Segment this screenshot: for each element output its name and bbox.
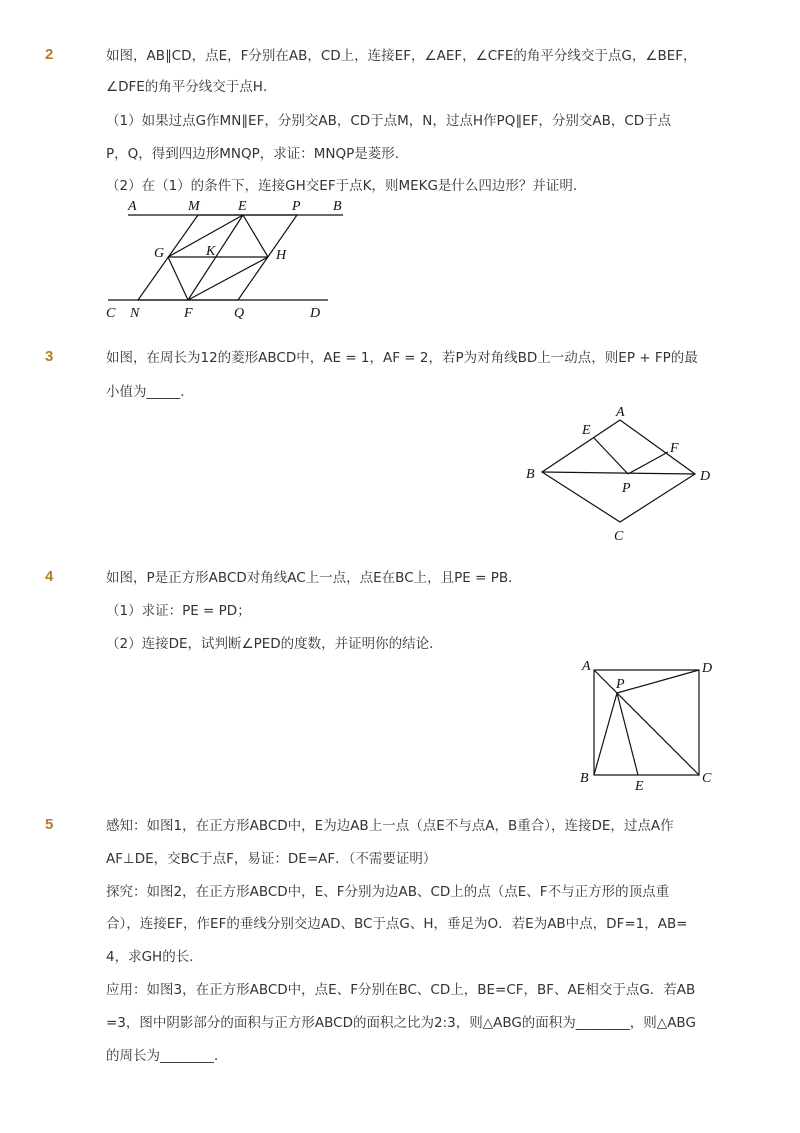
- figure-label: B: [580, 771, 589, 786]
- figure-label: D: [310, 306, 321, 321]
- question-text-line: 应用：如图3，在正方形ABCD中，点E、F分别在BC、CD上，BE=CF，BF、AE相交于点G．若AB: [106, 982, 696, 998]
- question-text-line: 如图，AB∥CD，点E，F分别在AB，CD上，连接EF，∠AEF，∠CFE的角平分线交于点G，∠BEF，: [106, 48, 697, 64]
- figure-q2-parallel-lines: [100, 195, 350, 325]
- question-text-line: （2）在（1）的条件下，连接GH交EF于点K，则MEKG是什么四边形？并证明．: [106, 178, 587, 194]
- figure-label: C: [702, 771, 712, 786]
- question-text-line: 小值为_____．: [106, 384, 194, 400]
- question-text-line: （2）连接DE，试判断∠PED的度数，并证明你的结论．: [106, 636, 443, 652]
- figure-label: C: [106, 306, 116, 321]
- question-number: 3: [45, 348, 54, 365]
- question-text-line: 感知：如图1，在正方形ABCD中，E为边AB上一点（点E不与点A，B重合），连接DE，过点A作: [106, 818, 674, 834]
- figure-q4-square: [572, 656, 722, 796]
- figure-label: D: [700, 469, 711, 484]
- figure-label: A: [582, 659, 591, 674]
- question-text-line: 4，求GH的长．: [106, 949, 203, 965]
- figure-label: K: [206, 244, 216, 259]
- question-text-line: ∠DFE的角平分线交于点H．: [106, 79, 277, 95]
- figure-label: B: [333, 199, 342, 214]
- question-text-line: =3，图中阴影部分的面积与正方形ABCD的面积之比为2:3，则△ABG的面积为________，则△ABG: [106, 1015, 696, 1031]
- figure-label: P: [616, 677, 625, 692]
- question-number: 2: [45, 46, 54, 63]
- figure-label: P: [622, 481, 631, 496]
- figure-label: E: [635, 779, 644, 794]
- figure-q3-rhombus: [520, 400, 720, 545]
- question-number: 5: [45, 816, 54, 833]
- question-text-line: 探究：如图2，在正方形ABCD中，E、F分别为边AB、CD上的点（点E、F不与正方形的顶点重: [106, 884, 670, 900]
- figure-label: G: [154, 246, 165, 261]
- question-text-line: 合），连接EF，作EF的垂线分别交边AD、BC于点G、H，垂足为O．若E为AB中点，DF=1，AB=: [106, 916, 688, 932]
- figure-label: A: [616, 405, 625, 420]
- figure-label: A: [128, 199, 137, 214]
- question-number: 4: [45, 568, 54, 585]
- figure-label: M: [188, 199, 200, 214]
- figure-label: Q: [234, 306, 245, 321]
- figure-label: H: [276, 248, 287, 263]
- figure-label: D: [702, 661, 713, 676]
- figure-label: E: [582, 423, 591, 438]
- figure-label: C: [614, 529, 624, 544]
- figure-label: B: [526, 467, 535, 482]
- figure-label: N: [130, 306, 140, 321]
- question-text-line: P，Q，得到四边形MNQP，求证：MNQP是菱形．: [106, 146, 409, 162]
- question-text-line: 如图，P是正方形ABCD对角线AC上一点，点E在BC上，且PE = PB．: [106, 570, 522, 586]
- figure-label: F: [184, 306, 193, 321]
- figure-label: P: [292, 199, 301, 214]
- question-text-line: 如图，在周长为12的菱形ABCD中，AE = 1，AF = 2，若P为对角线BD上一动点，则EP + FP的最: [106, 350, 698, 366]
- question-text-line: 的周长为________．: [106, 1048, 228, 1064]
- question-text-line: （1）求证：PE = PD；: [106, 603, 251, 619]
- question-text-line: （1）如果过点G作MN∥EF，分别交AB，CD于点M，N，过点H作PQ∥EF，分别交AB，CD于点: [106, 113, 672, 129]
- question-text-line: AF⊥DE，交BC于点F，易证：DE=AF．（不需要证明）: [106, 851, 437, 867]
- figure-label: E: [238, 199, 247, 214]
- figure-label: F: [670, 441, 679, 456]
